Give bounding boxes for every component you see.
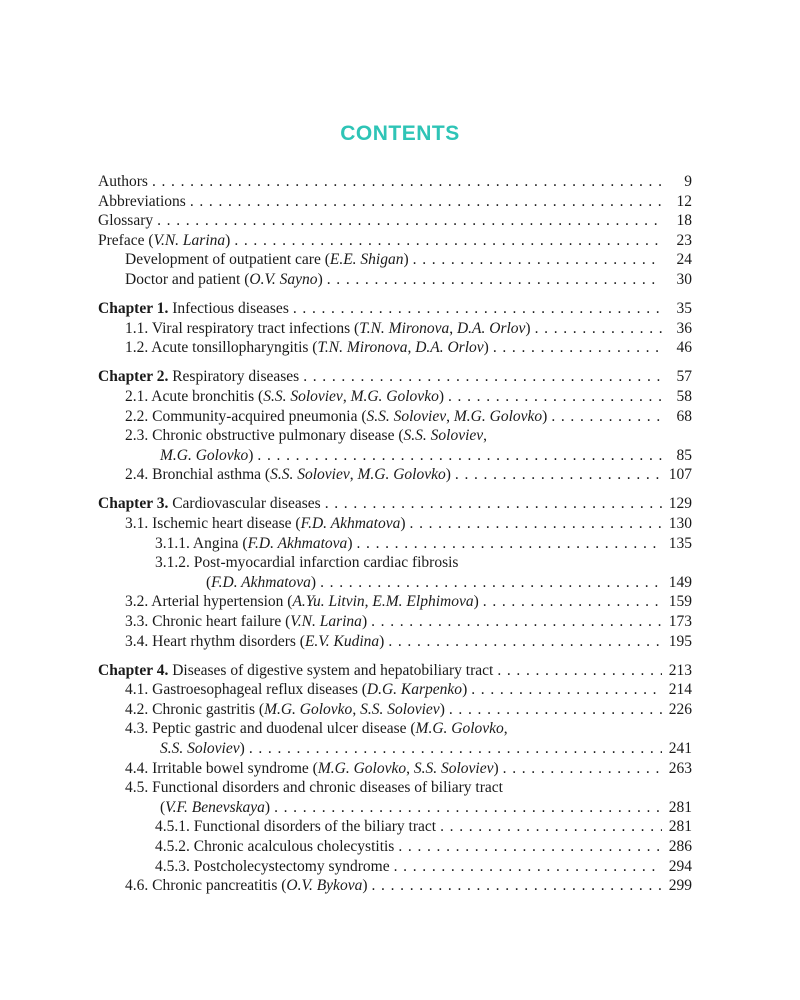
author-name: V.F. Benevskaya <box>165 798 265 816</box>
page-number: 24 <box>676 251 692 269</box>
toc-entry-title: 3.1.2. Post-myocardial infarction cardiac fibrosis <box>155 554 459 572</box>
leader-dots <box>234 231 662 251</box>
leader-dots <box>471 680 662 700</box>
toc-entry-2-1[interactable] <box>98 387 692 407</box>
author-name: M.G. Golovko <box>415 720 504 738</box>
toc-entry-2-3-continued[interactable] <box>98 446 692 466</box>
chapter-label: Chapter 1. <box>98 300 169 318</box>
leader-dots <box>398 837 662 857</box>
toc-entry-4-5-1[interactable] <box>98 817 692 837</box>
page-number: 294 <box>668 857 692 875</box>
leader-dots <box>503 759 662 779</box>
toc-chapter-4[interactable] <box>98 661 692 681</box>
toc-entry-authors[interactable] <box>98 172 692 192</box>
leader-dots <box>157 211 662 231</box>
leader-dots <box>449 700 662 720</box>
leader-dots <box>293 299 662 319</box>
leader-dots <box>497 661 662 681</box>
author-name: D.G. Karpenko <box>366 681 463 699</box>
author-name: M.G. Golovko <box>453 407 543 425</box>
author-name: M.G. Golovko <box>317 759 407 777</box>
page-number: 226 <box>668 700 692 718</box>
toc-entry-title: Authors <box>98 173 148 190</box>
toc-entry-4-5-continued[interactable] <box>98 798 692 818</box>
leader-dots <box>303 367 662 387</box>
page-number: 214 <box>668 681 692 699</box>
toc-entry-title: 3.1.1. Angina (F.D. Akhmatova) <box>155 534 353 552</box>
toc-entry-3-1-1[interactable] <box>98 534 692 554</box>
author-name: F.D. Akhmatova <box>211 573 311 591</box>
leader-dots <box>356 534 662 554</box>
chapter-label: Chapter 4. <box>98 661 169 679</box>
leader-dots <box>152 172 662 192</box>
leader-dots <box>535 319 662 339</box>
page-number: 149 <box>668 573 692 591</box>
author-name: M.G. Golovko <box>357 466 446 484</box>
leader-dots <box>551 407 662 427</box>
page-number: 35 <box>676 300 692 318</box>
leader-dots <box>483 592 662 612</box>
page-number: 58 <box>676 387 692 405</box>
author-name: D.A. Orlov <box>415 339 484 357</box>
page-number: 107 <box>668 466 692 484</box>
toc-entry-3-1[interactable] <box>98 514 692 534</box>
toc-entry-title: 2.2. Community-acquired pneumonia (S.S. Soloviev, M.G. Golovko) <box>125 407 548 425</box>
toc-chapter-3[interactable] <box>98 494 692 514</box>
toc-entry-4-3[interactable] <box>98 719 692 739</box>
author-name: A.Yu. Litvin <box>292 593 365 611</box>
toc-entry-abbreviations[interactable] <box>98 192 692 212</box>
toc-entry-title: 4.3. Peptic gastric and duodenal ulcer disease (M.G. Golovko, <box>125 720 508 738</box>
leader-dots <box>325 494 662 514</box>
toc-entry-title: 4.5.1. Functional disorders of the biliary tract <box>155 818 437 836</box>
leader-dots <box>413 250 662 270</box>
page-number: 286 <box>668 838 692 855</box>
page-number: 85 <box>676 446 692 464</box>
toc-entry-title: Development of outpatient care (E.E. Shigan) <box>125 251 409 269</box>
page-number: 281 <box>668 798 692 816</box>
author-name: S.S. Soloviev <box>270 466 350 484</box>
leader-dots <box>249 739 662 759</box>
leader-dots <box>327 270 662 290</box>
toc-entry-4-5-3[interactable] <box>98 857 692 877</box>
toc-entry-title: 4.5. Functional disorders and chronic diseases of biliary tract <box>125 779 503 797</box>
leader-dots <box>394 857 662 877</box>
toc-entry-glossary[interactable] <box>98 211 692 231</box>
toc-entry-title: Preface (V.N. Larina) <box>98 231 231 249</box>
page-number: 9 <box>684 173 692 190</box>
toc-entry-title: S.S. Soloviev) <box>160 740 245 758</box>
toc-entry-3-1-2[interactable] <box>98 553 692 573</box>
author-name: S.S. Soloviev <box>403 427 484 445</box>
toc-entry-title: 2.1. Acute bronchitis (S.S. Soloviev, M.G. Golovko) <box>125 387 444 405</box>
author-name: V.N. Larina <box>290 612 362 630</box>
leader-dots <box>371 612 662 632</box>
page-title: CONTENTS <box>340 122 460 145</box>
toc-entry-title: (V.F. Benevskaya) <box>160 798 271 816</box>
toc-entry-title: 4.1. Gastroesophageal reflux diseases (D.G. Karpenko) <box>125 681 468 699</box>
toc-entry-4-6[interactable] <box>98 876 692 896</box>
page-number: 57 <box>676 368 692 386</box>
toc-chapter-2[interactable] <box>98 367 692 387</box>
page-number: 195 <box>668 632 692 650</box>
leader-dots <box>448 387 662 407</box>
toc-entry-2-4[interactable] <box>98 465 692 485</box>
leader-dots <box>455 465 662 485</box>
author-name: E.V. Kudina <box>304 632 380 650</box>
toc-entry-title: 4.5.3. Postcholecystectomy syndrome <box>155 857 390 875</box>
toc-entry-title: 4.5.2. Chronic acalculous cholecystitis <box>155 838 395 855</box>
toc-entry-title: 2.3. Chronic obstructive pulmonary disease (S.S. Soloviev, <box>125 427 488 445</box>
toc-entry-3-3[interactable] <box>98 612 692 632</box>
toc-entry-title: 4.4. Irritable bowel syndrome (M.G. Golovko, S.S. Soloviev) <box>125 759 499 777</box>
author-name: S.S. Soloviev <box>366 407 447 425</box>
toc-entry-doctor-and-patient[interactable] <box>98 270 692 290</box>
page-number: 18 <box>676 212 692 230</box>
toc-entry-title: 3.2. Arterial hypertension (A.Yu. Litvin, E.M. Elphimova) <box>125 593 479 611</box>
author-name: D.A. Orlov <box>456 319 526 337</box>
page-number: 36 <box>676 319 692 337</box>
toc-entry-1-1[interactable] <box>98 319 692 339</box>
page-number: 281 <box>668 818 692 836</box>
toc-entry-preface[interactable] <box>98 231 692 251</box>
toc-entry-development-outpatient-care[interactable] <box>98 250 692 270</box>
page-number: 241 <box>668 740 692 758</box>
author-name: O.V. Sayno <box>249 270 318 288</box>
leader-dots <box>410 514 662 534</box>
leader-dots <box>388 632 662 652</box>
author-name: E.M. Elphimova <box>372 593 474 611</box>
leader-dots <box>372 876 663 896</box>
author-name: S.S. Soloviev <box>263 387 343 405</box>
leader-dots <box>274 798 662 818</box>
toc-entry-3-4[interactable] <box>98 632 692 652</box>
page-number: 135 <box>668 534 692 552</box>
leader-dots <box>190 192 662 212</box>
toc-entry-3-1-2-continued[interactable] <box>98 573 692 593</box>
page-number: 129 <box>668 495 692 513</box>
leader-dots <box>440 817 662 837</box>
author-name: F.D. Akhmatova <box>300 515 401 532</box>
toc-entry-title: 4.2. Chronic gastritis (M.G. Golovko, S.S. Soloviev) <box>125 700 445 718</box>
toc-entry-title: 1.2. Acute tonsillopharyngitis (T.N. Mironova, D.A. Orlov) <box>125 339 489 357</box>
toc-entry-4-4[interactable] <box>98 759 692 779</box>
author-name: M.G. Golovko <box>264 700 353 718</box>
author-name: E.E. Shigan <box>329 251 404 269</box>
leader-dots <box>320 573 662 593</box>
toc-entry-title: 3.3. Chronic heart failure (V.N. Larina) <box>125 612 368 630</box>
chapter-label: Chapter 2. <box>98 368 169 386</box>
author-name: V.N. Larina <box>153 231 226 249</box>
toc-entry-title: 4.6. Chronic pancreatitis (O.V. Bykova) <box>125 877 368 895</box>
toc-entry-title: Doctor and patient (O.V. Sayno) <box>125 270 323 288</box>
page-number: 299 <box>668 877 692 895</box>
page-number: 213 <box>668 661 692 679</box>
author-name: S.S. Soloviev <box>360 700 440 718</box>
toc-entry-title: 1.1. Viral respiratory tract infections (T.N. Mironova, D.A. Orlov) <box>125 319 531 337</box>
toc-entry-2-3[interactable] <box>98 426 692 446</box>
leader-dots <box>257 446 662 466</box>
author-name: F.D. Akhmatova <box>247 534 348 552</box>
toc-entry-3-2[interactable] <box>98 592 692 612</box>
toc-entry-title: Glossary <box>98 212 154 230</box>
toc-entry-title: Chapter 1. Infectious diseases <box>98 300 289 318</box>
page-number: 23 <box>676 231 692 249</box>
toc-entry-4-5-2[interactable] <box>98 837 692 857</box>
toc-entry-title: Chapter 4. Diseases of digestive system and hepatobiliary tract <box>98 661 494 679</box>
toc-entry-title: 3.4. Heart rhythm disorders (E.V. Kudina) <box>125 632 385 650</box>
author-name: S.S. Soloviev <box>413 759 494 777</box>
toc-entry-4-3-continued[interactable] <box>98 739 692 759</box>
author-name: T.N. Mironova <box>317 339 408 357</box>
author-name: S.S. Soloviev <box>160 740 240 758</box>
leader-dots <box>493 338 662 358</box>
toc-entry-1-2[interactable] <box>98 338 692 358</box>
author-name: O.V. Bykova <box>286 877 363 895</box>
toc-entry-title: M.G. Golovko) <box>160 446 254 464</box>
page-number: 68 <box>676 407 692 425</box>
page-number: 173 <box>668 612 692 630</box>
toc-entry-2-2[interactable] <box>98 407 692 427</box>
page-number: 263 <box>668 759 692 777</box>
toc-entry-title: Chapter 3. Cardiovascular diseases <box>98 495 321 513</box>
page-number: 12 <box>676 192 692 210</box>
toc-chapter-1[interactable] <box>98 299 692 319</box>
toc-entry-title: Abbreviations <box>98 192 186 210</box>
toc-entry-4-2[interactable] <box>98 700 692 720</box>
toc-entry-title: (F.D. Akhmatova) <box>206 573 317 591</box>
author-name: T.N. Mironova <box>359 319 450 337</box>
page-number: 159 <box>668 593 692 611</box>
table-of-contents <box>98 172 692 896</box>
toc-entry-4-5[interactable] <box>98 778 692 798</box>
author-name: M.G. Golovko <box>160 446 249 464</box>
page-number: 46 <box>676 339 692 357</box>
author-name: M.G. Golovko <box>350 387 439 405</box>
page-number: 30 <box>676 270 692 288</box>
toc-entry-title: 3.1. Ischemic heart disease (F.D. Akhmatova) <box>125 515 406 532</box>
page-number: 130 <box>668 515 692 532</box>
toc-entry-title: 2.4. Bronchial asthma (S.S. Soloviev, M.G. Golovko) <box>125 466 451 484</box>
chapter-label: Chapter 3. <box>98 495 169 513</box>
toc-entry-4-1[interactable] <box>98 680 692 700</box>
toc-entry-title: Chapter 2. Respiratory diseases <box>98 368 300 386</box>
